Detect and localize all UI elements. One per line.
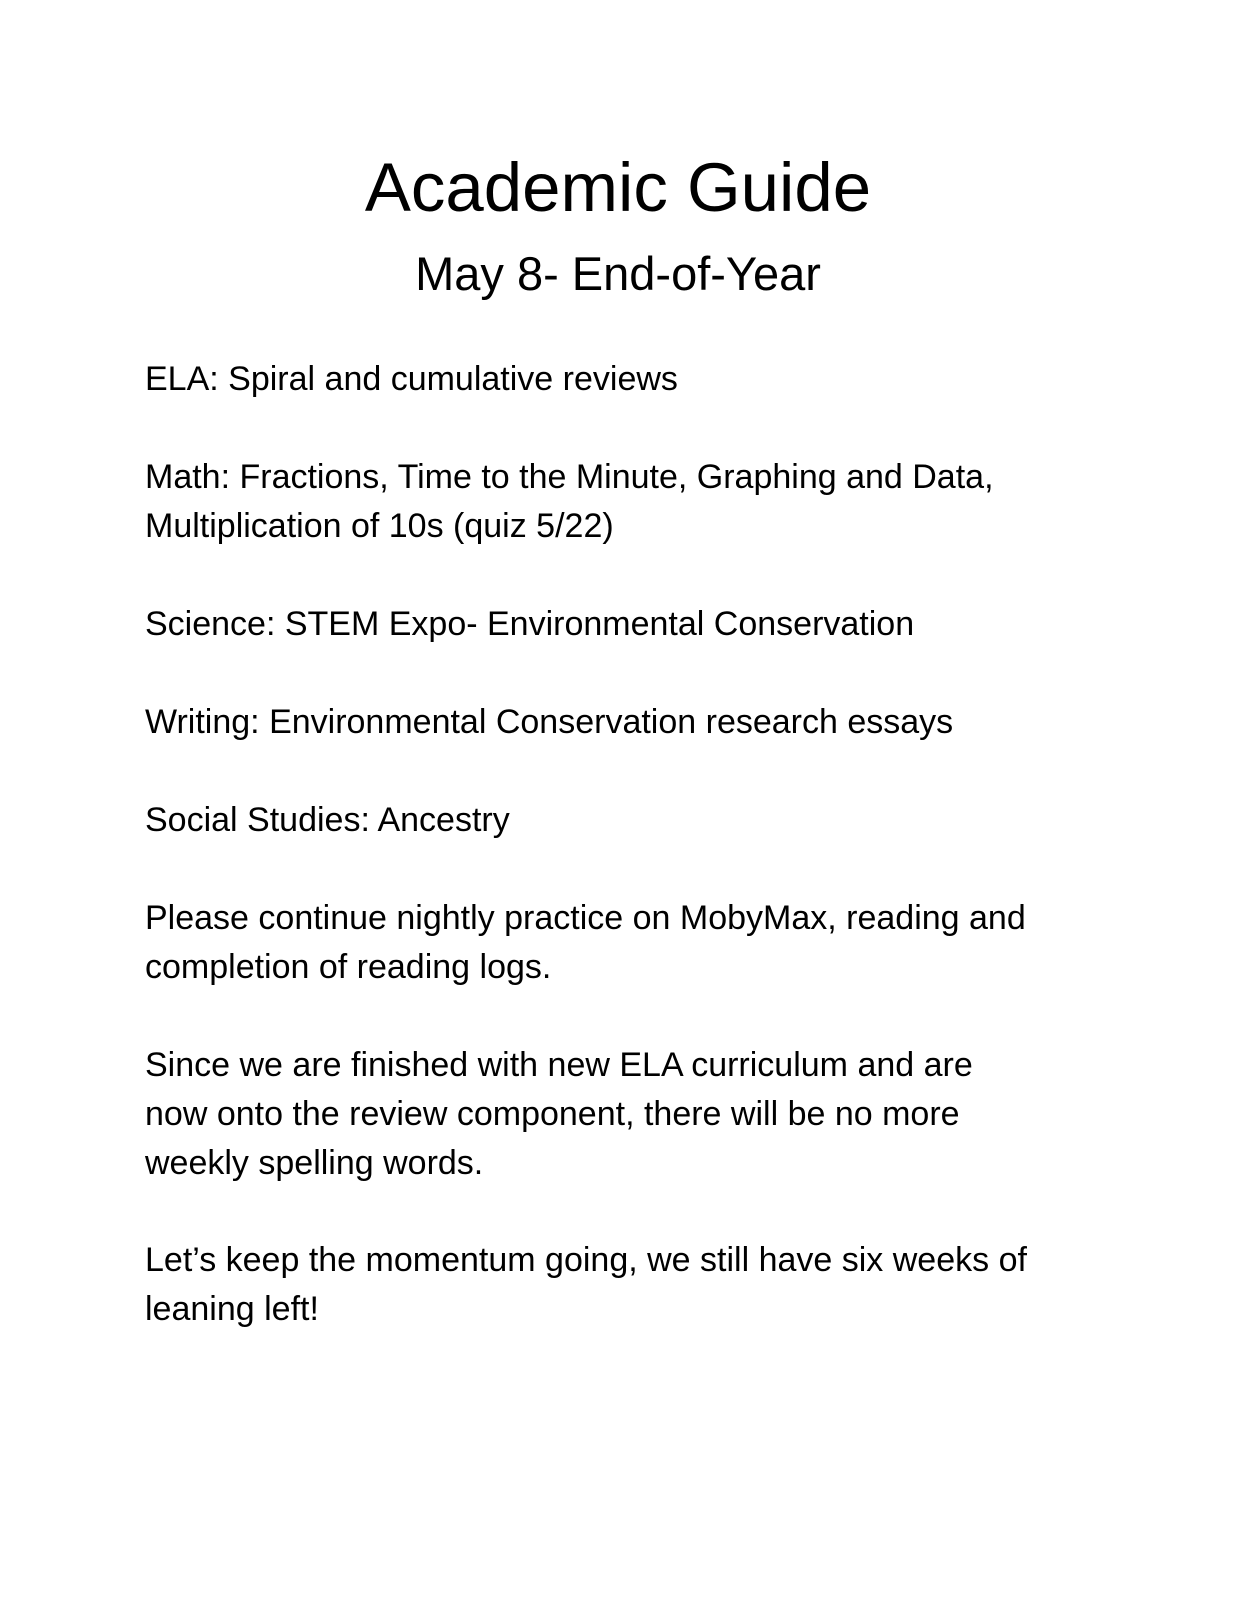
text-line: weekly spelling words. [145,1144,484,1182]
text-line: Multiplication of 10s (quiz 5/22) [145,507,614,545]
text-line: Math: Fractions, Time to the Minute, Graphing and Data, [145,458,994,496]
writing-paragraph [145,698,1105,747]
social-studies-paragraph [145,796,1105,845]
text-line: Since we are finished with new ELA curriculum and are [145,1046,973,1084]
practice-paragraph [145,894,1105,992]
text-line: ELA: Spiral and cumulative reviews [145,360,678,398]
text-line: Science: STEM Expo- Environmental Conservation [145,605,915,643]
text-line: Please continue nightly practice on MobyMax, reading and [145,899,1026,937]
text-line: Social Studies: Ancestry [145,801,510,839]
page-subtitle: May 8- End-of-Year [415,247,821,300]
spelling-paragraph [145,1041,1105,1188]
science-paragraph [145,600,1105,649]
text-line: completion of reading logs. [145,948,552,986]
text-line: Let’s keep the momentum going, we still have six weeks of [145,1241,1027,1279]
math-paragraph [145,453,1105,551]
text-line: now onto the review component, there will be no more [145,1095,960,1133]
closing-paragraph [145,1236,1105,1334]
text-line: leaning left! [145,1290,319,1328]
page-title: Academic Guide [364,149,872,226]
text-line: Writing: Environmental Conservation research essays [145,703,954,741]
ela-paragraph [145,355,1105,404]
